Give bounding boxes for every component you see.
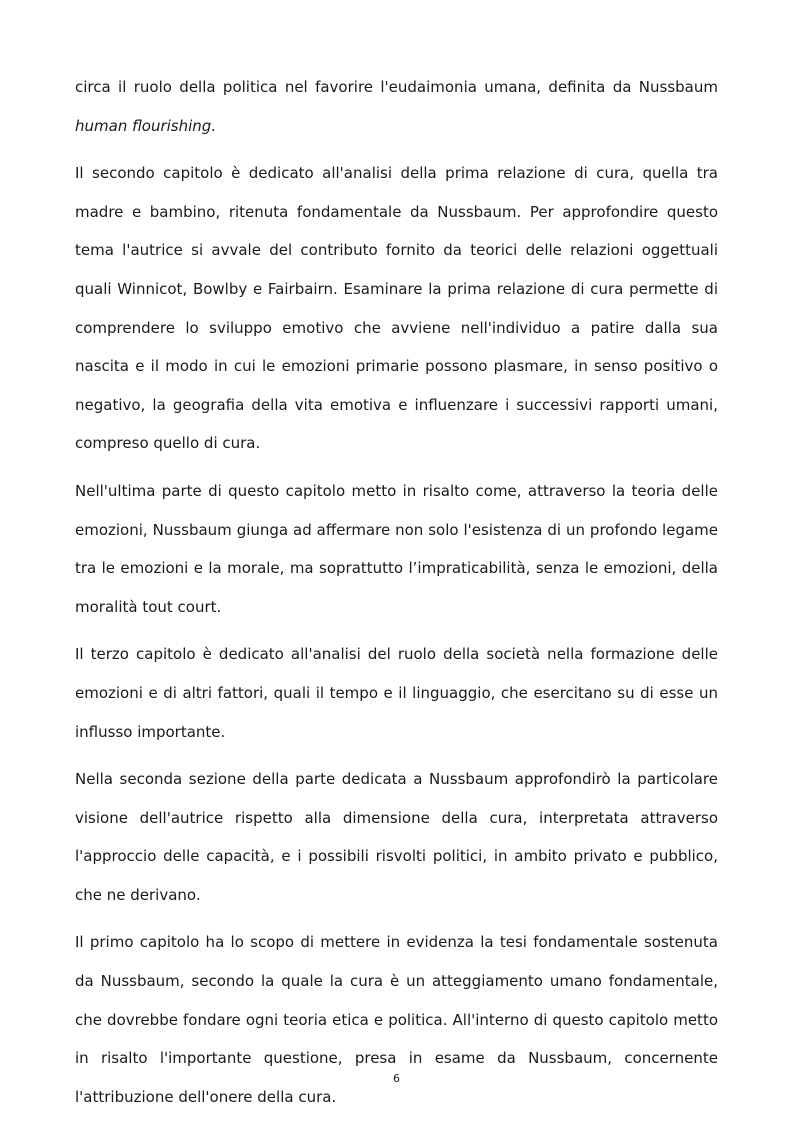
- paragraph-3: [75, 472, 718, 626]
- page-body: [75, 68, 718, 1116]
- page-number: 6: [393, 1072, 400, 1085]
- paragraph-5: [75, 760, 718, 914]
- paragraph-4: [75, 635, 718, 751]
- paragraph-text: Il secondo capitolo è dedicato all'analisi della prima relazione di cura, quella tra madre e bambino, ritenuta fondamentale da Nussbaum. Per approfondire questo tema l'autrice si avvale del contributo fornito da teorici delle relazioni oggettuali quali Winnicot, Bowlby e Fairbairn. Esaminare la prima relazione di cura permette di comprendere lo sviluppo emotivo che avviene nell'individuo a patire dalla sua nascita e il modo in cui le emozioni primarie possono plasmare, in senso positivo o negativo, la geografia della vita emotiva e influenzare i successivi rapporti umani, compreso quello di cura.: [75, 164, 718, 453]
- paragraph-6: [75, 923, 718, 1116]
- italic-term: human flourishing.: [75, 116, 217, 135]
- paragraph-2: [75, 154, 718, 463]
- paragraph-text: Nell'ultima parte di questo capitolo metto in risalto come, attraverso la teoria delle emozioni, Nussbaum giunga ad affermare non solo l'esistenza di un profondo legame tra le emozioni e la morale, ma soprattutto l’impraticabilità, senza le emozioni, della moralità tout court.: [75, 481, 718, 616]
- paragraph-text: Nella seconda sezione della parte dedicata a Nussbaum approfondirò la particolare visione dell'autrice rispetto alla dimensione della cura, interpretata attraverso l'approccio delle capacità, e i possibili risvolti politici, in ambito privato e pubblico, che ne derivano.: [75, 770, 718, 904]
- paragraph-1: [75, 68, 718, 145]
- paragraph-text: circa il ruolo della politica nel favorire l'eudaimonia umana, definita da Nussbaum: [75, 78, 718, 96]
- paragraph-text: Il terzo capitolo è dedicato all'analisi del ruolo della società nella formazione delle emozioni e di altri fattori, quali il tempo e il linguaggio, che esercitano su di esse un influsso importante.: [75, 645, 718, 741]
- paragraph-text: Il primo capitolo ha lo scopo di mettere in evidenza la tesi fondamentale sostenuta da Nussbaum, secondo la quale la cura è un atteggiamento umano fondamentale, che dovrebbe fondare ogni teoria etica e politica. All'interno di questo capitolo metto in risalto l'importante questione, presa in esame da Nussbaum, concernente l'attribuzione dell'onere della cura.: [75, 933, 718, 1106]
